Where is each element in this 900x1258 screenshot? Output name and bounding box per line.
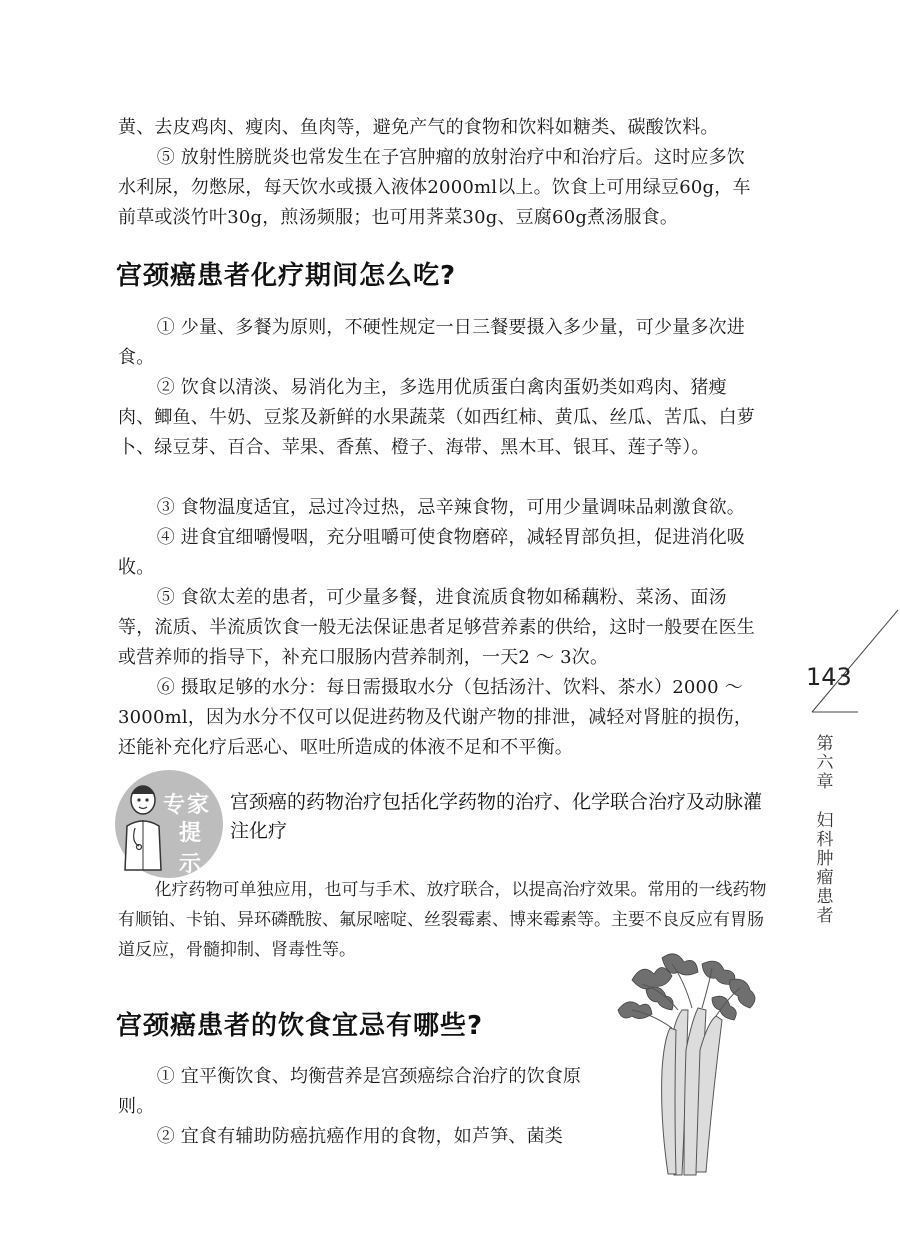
expert-tip-badge (115, 770, 223, 878)
chemo-item-3: ③ 食物温度适宜，忌过冷过热，忌辛辣食物，可用少量调味品刺激食欲。 (156, 497, 746, 518)
chemo-item-6: ⑥ 摄取足够的水分：每日需摄取水分（包括汤汁、饮料、茶水）2000 ～ 3000ml，因为水分不仅可以促进药物及代谢产物的排泄，减轻对肾脏的损伤，还能补充化疗后恶心、呕吐所造成的体液不足和不平衡。 (118, 677, 753, 758)
chemo-item-5: ⑤ 食欲太差的患者，可少量多餐，进食流质食物如稀藕粉、菜汤、面汤等，流质、半流质饮食一般无法保证患者足够营养素的供给，这时一般要在医生或营养师的指导下，补充口服肠内营养制剂，一天2 ～ 3次。 (118, 587, 755, 668)
chemo-item-4: ④ 进食宜细嚼慢咽，充分咀嚼可使食物磨碎，减轻胃部负担，促进消化吸收。 (118, 527, 746, 578)
top-continuation-text: 黄、去皮鸡肉、瘦肉、鱼肉等，避免产气的食物和饮料如糖类、碳酸饮料。 (118, 117, 719, 138)
chapter-char: 第 (816, 734, 834, 754)
page-number: 143 (806, 663, 852, 691)
expert-label-bottom: 提示 (179, 821, 204, 877)
diet-item-2: ② 宜食有辅助防癌抗癌作用的食物，如芦笋、菌类 (156, 1126, 564, 1147)
chapter-char: 章 (816, 772, 834, 792)
celery-illustration (612, 950, 772, 1180)
chapter-label (812, 735, 838, 926)
expert-label-top: 专家 (163, 793, 212, 818)
chapter-title-char: 瘤 (816, 868, 834, 888)
top-item-5: ⑤ 放射性膀胱炎也常发生在子宫肿瘤的放射治疗中和治疗后。这时应多饮水利尿，勿憋尿，每天饮水或摄入液体2000ml以上。饮食上可用绿豆60g，车前草或淡竹叶30g，煎汤频服；也可用荠菜30g、豆腐60g煮汤服食。 (118, 147, 751, 228)
chapter-char: 六 (816, 753, 834, 773)
expert-tip-title: 宫颈癌的药物治疗包括化学药物的治疗、化学联合治疗及动脉灌注化疗 (230, 791, 763, 842)
chemo-item-2: ② 饮食以清淡、易消化为主，多选用优质蛋白禽肉蛋奶类如鸡肉、猪瘦肉、鲫鱼、牛奶、豆浆及新鲜的水果蔬菜（如西红柿、黄瓜、丝瓜、苦瓜、白萝卜、绿豆芽、百合、苹果、香蕉、橙子、海带、黑木耳、银耳、莲子等）。 (118, 377, 755, 458)
diet-item-1: ① 宜平衡饮食、均衡营养是宫颈癌综合治疗的饮食原则。 (118, 1066, 582, 1117)
chapter-title-char: 肿 (816, 849, 834, 869)
chapter-title-char: 者 (816, 906, 834, 926)
chapter-title-char: 科 (816, 830, 834, 850)
expert-tip-body: 化疗药物可单独应用，也可与手术、放疗联合，以提高治疗效果。常用的一线药物有顺铂、卡铂、异环磷酰胺、氟尿嘧啶、丝裂霉素、博来霉素等。主要不良反应有胃肠道反应，骨髓抑制、肾毒性等。 (118, 880, 767, 960)
section-heading-diet: 宫颈癌患者的饮食宜忌有哪些? (116, 1011, 484, 1041)
chapter-title-char: 患 (816, 887, 834, 907)
section-heading-chemo: 宫颈癌患者化疗期间怎么吃? (116, 261, 457, 291)
chemo-item-1: ① 少量、多餐为原则，不硬性规定一日三餐要摄入多少量，可少量多次进食。 (118, 317, 746, 368)
chapter-title-char: 妇 (816, 811, 834, 831)
